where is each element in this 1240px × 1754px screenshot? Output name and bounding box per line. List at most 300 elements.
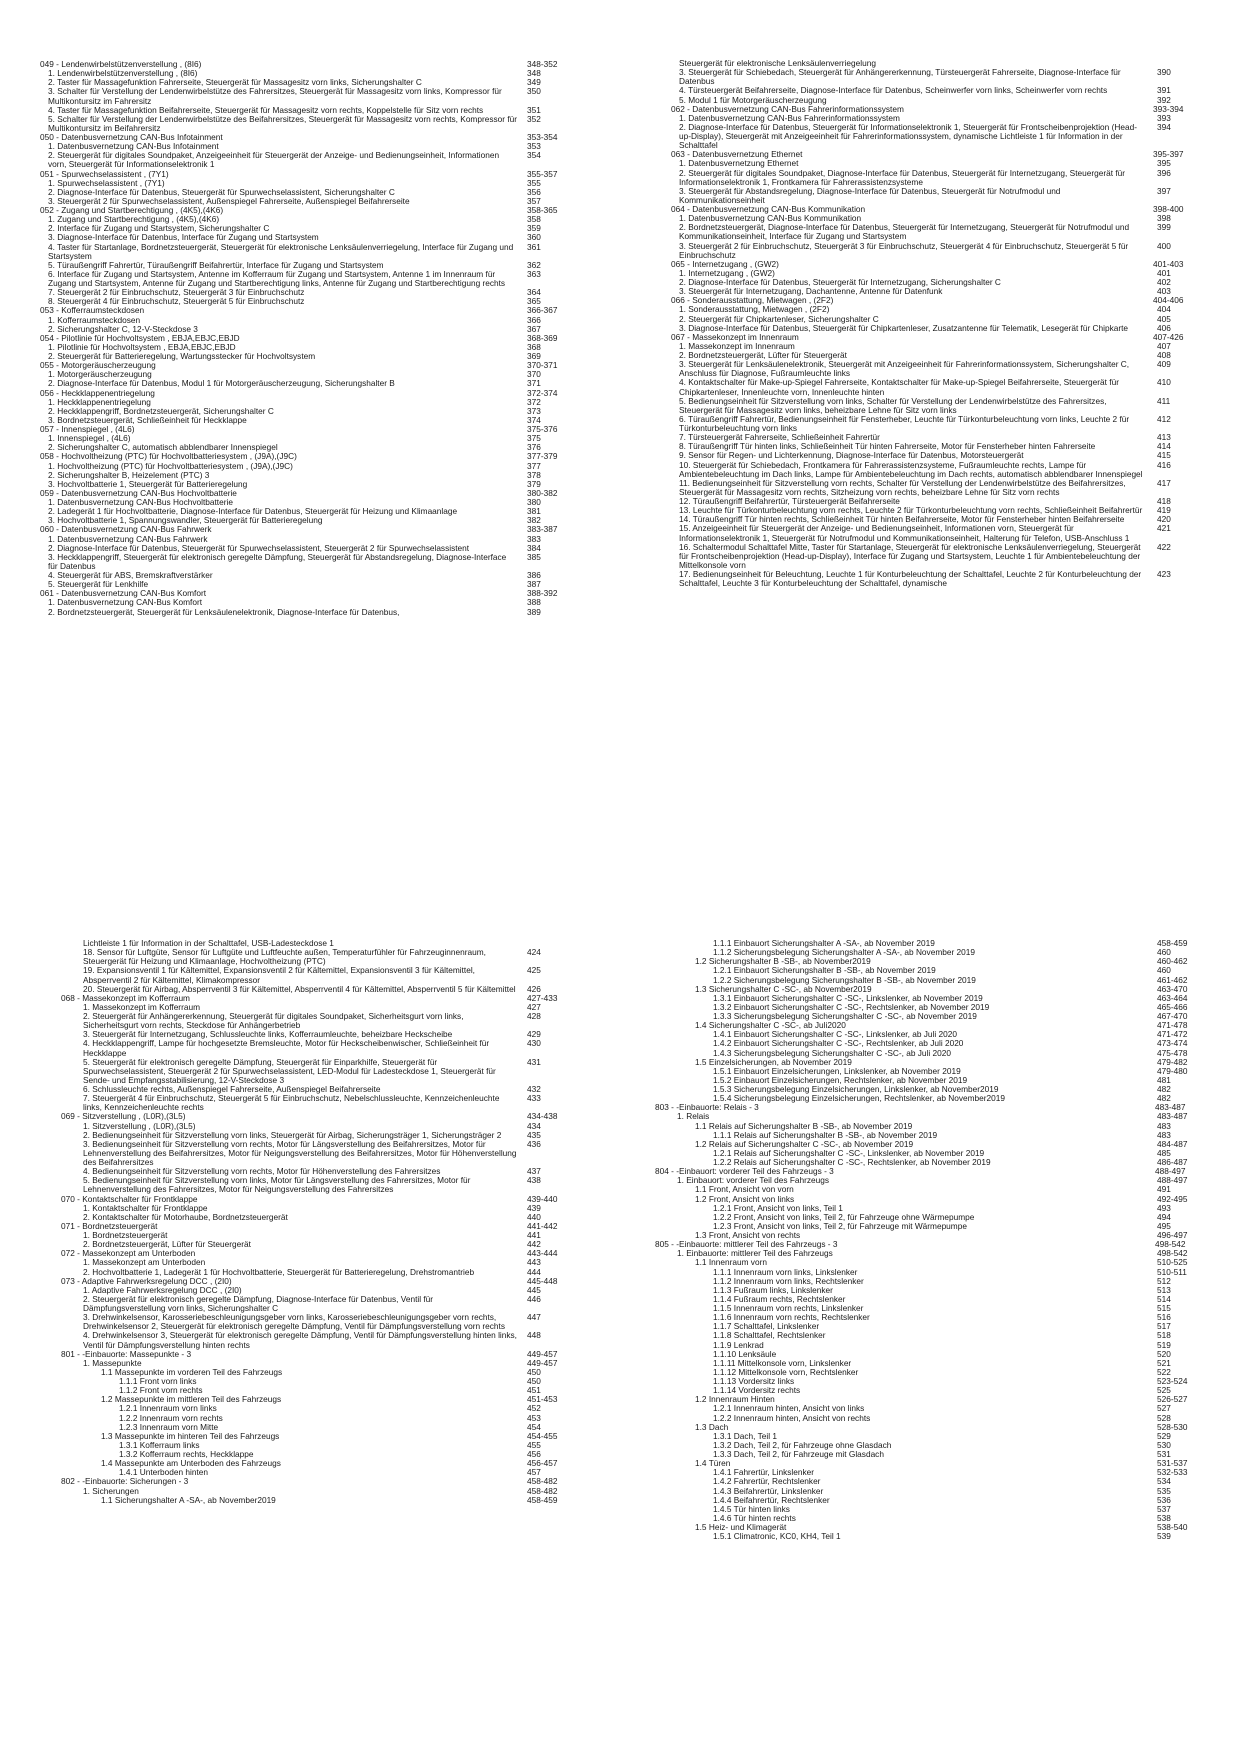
toc-entry-title: 4. Steuergerät für ABS, Bremskraftverstärker bbox=[48, 570, 213, 580]
toc-entry-pages: 531 bbox=[1157, 1449, 1171, 1459]
toc-entry-title: 1.2.2 Front, Ansicht von links, Teil 2, für Fahrzeuge ohne Wärmepumpe bbox=[713, 1211, 975, 1222]
toc-entry-title: 1. Datenbusvernetzung CAN-Bus Komfort bbox=[48, 597, 203, 608]
toc-entry-pages: 461-462 bbox=[1157, 974, 1188, 985]
toc-entry-title: 1. Innenspiegel , (4L6) bbox=[48, 433, 131, 444]
toc-entry-pages: 531-537 bbox=[1157, 1458, 1188, 1469]
toc-entry-pages: 527 bbox=[1157, 1403, 1171, 1414]
toc-entry-pages: 427-433 bbox=[527, 992, 558, 1003]
toc-entry-title: 4. Taster für Massagefunktion Beifahrerseite, Steuergerät für Massagesitz vorn rechts, Koppelstelle für Sitz vorn rechts bbox=[48, 104, 484, 115]
toc-entry bbox=[61, 1313, 577, 1331]
toc-entry-pages: 430 bbox=[527, 1038, 541, 1049]
toc-entry-pages: 355-357 bbox=[527, 168, 558, 179]
toc-entry-pages: 374 bbox=[527, 414, 541, 425]
toc-entry-pages: 372 bbox=[527, 396, 541, 407]
toc-entry-pages: 426 bbox=[527, 983, 541, 994]
toc-entry-pages: 411 bbox=[1157, 395, 1171, 406]
toc-entry-pages: 528 bbox=[1157, 1412, 1171, 1423]
toc-entry-pages: 446 bbox=[527, 1293, 541, 1304]
toc-entry-title: 2. Kontaktschalter für Motorhaube, Bordnetzsteuergerät bbox=[83, 1211, 288, 1222]
toc-entry-pages: 367 bbox=[527, 323, 541, 334]
toc-entry-pages: 351 bbox=[527, 104, 541, 115]
toc-entry-pages: 382 bbox=[527, 515, 541, 526]
toc-entry-title: 1.1 Massepunkte im vorderen Teil des Fahrzeugs bbox=[101, 1366, 283, 1377]
toc-column-bottom-left bbox=[61, 939, 577, 1505]
toc-entry-title: 1. Massekonzept am Unterboden bbox=[83, 1257, 206, 1268]
toc-entry-pages: 475-478 bbox=[1157, 1047, 1188, 1058]
toc-entry-pages: 349 bbox=[527, 77, 541, 88]
toc-entry-title: 1.1.2 Sicherungsbelegung Sicherungshalter A -SA-, ab November 2019 bbox=[713, 947, 975, 958]
toc-entry-title: 1.3.3 Dach, Teil 2, für Fahrzeuge mit Glasdach bbox=[713, 1449, 884, 1459]
toc-entry bbox=[40, 243, 577, 261]
toc-entry-title: 1.4.3 Beifahrertür, Linkslenker bbox=[713, 1485, 824, 1496]
toc-entry-pages: 431 bbox=[527, 1056, 541, 1067]
toc-entry-pages: 433 bbox=[527, 1093, 541, 1104]
toc-entry-title: 6. Türaußengriff Fahrertür, Bedienungseinheit für Fensterheber, Leuchte für Türkonturbeleuchtung vorn links, Leuchte 2 für Türkonturbeleuchtung vorn links bbox=[679, 413, 1130, 433]
toc-entry bbox=[671, 570, 1207, 588]
toc-entry-title: 3. Steuergerät 2 für Spurwechselassistent, Außenspiegel Fahrerseite, Außenspiegel Beifahrerseite bbox=[48, 195, 410, 206]
toc-entry-title: 1. Datenbusvernetzung CAN-Bus Infotainment bbox=[48, 141, 219, 152]
toc-entry-pages: 353 bbox=[527, 141, 541, 152]
toc-entry-title: 2. Taster für Massagefunktion Fahrerseite, Steuergerät für Massagesitz vorn links, Sicherungshalter C bbox=[48, 77, 422, 88]
toc-entry-title: 073 - Adaptive Fahrwerksregelung DCC , (2I0) bbox=[61, 1275, 232, 1286]
toc-entry-pages: 455 bbox=[527, 1439, 541, 1450]
toc-entry-pages: 460 bbox=[1157, 965, 1171, 976]
toc-entry-title: 1. Sicherungen bbox=[83, 1485, 139, 1496]
toc-entry-title: 1.1 Innenraum vorn bbox=[695, 1257, 767, 1268]
toc-entry-pages: 458-459 bbox=[527, 1494, 558, 1505]
toc-entry-pages: 528-530 bbox=[1157, 1421, 1188, 1432]
toc-entry-title: 1.2.2 Relais auf Sicherungshalter C -SC-, Rechtslenker, ab November 2019 bbox=[713, 1157, 991, 1167]
toc-entry-title: 058 - Hochvoltheizung (PTC) für Hochvoltbatteriesystem , (J9A),(J9C) bbox=[40, 451, 297, 462]
toc-entry-pages: 388 bbox=[527, 597, 541, 608]
toc-column-bottom-right bbox=[655, 939, 1207, 1541]
toc-entry-pages: 357 bbox=[527, 195, 541, 206]
toc-entry-pages: 486-487 bbox=[1157, 1157, 1188, 1167]
toc-entry-title: 1. Hochvoltheizung (PTC) für Hochvoltbatteriesystem , (J9A),(J9C) bbox=[48, 460, 293, 471]
toc-entry-title: 1. Heckklappenentriegelung bbox=[48, 396, 151, 407]
toc-entry-pages: 458-459 bbox=[1157, 938, 1188, 948]
toc-entry-pages: 379 bbox=[527, 478, 541, 489]
toc-entry-pages: 395 bbox=[1157, 158, 1171, 169]
toc-entry-pages: 538-540 bbox=[1157, 1522, 1188, 1532]
toc-entry-pages: 352 bbox=[527, 113, 541, 124]
toc-entry-title: 2. Diagnose-Interface für Datenbus, Modul 1 für Motorgeräuscherzeugung, Sicherungshalter B bbox=[48, 378, 395, 389]
toc-entry-title: 072 - Massekonzept am Unterboden bbox=[61, 1248, 196, 1259]
toc-entry-pages: 372-374 bbox=[527, 387, 558, 398]
toc-entry-title: 2. Steuergerät für elektronisch geregelte Dämpfung, Diagnose-Interface für Datenbus, Ventil für Dämpfungsverstellung vorn links, Sicherungshalter C bbox=[83, 1293, 434, 1313]
toc-entry-pages: 415 bbox=[1157, 450, 1171, 461]
toc-entry-title: 1.1 Front, Ansicht von vorn bbox=[695, 1184, 794, 1195]
toc-entry-pages: 451 bbox=[527, 1385, 541, 1396]
toc-entry-pages: 538 bbox=[1157, 1512, 1171, 1523]
toc-entry-title: 070 - Kontaktschalter für Frontklappe bbox=[61, 1193, 198, 1204]
toc-entry-title: 1. Einbauorte: mittlerer Teil des Fahrzeugs bbox=[677, 1248, 833, 1259]
toc-entry-title: 052 - Zugang und Startberechtigung , (4K5),(4K6) bbox=[40, 205, 224, 215]
toc-entry-pages: 399 bbox=[1157, 222, 1171, 233]
toc-entry-pages: 434-438 bbox=[527, 1111, 558, 1122]
toc-entry-pages: 376 bbox=[527, 442, 541, 453]
toc-entry-pages: 422 bbox=[1157, 541, 1171, 552]
toc-column-top-left bbox=[40, 60, 577, 617]
toc-entry-pages: 485 bbox=[1157, 1147, 1171, 1158]
toc-entry-title: 1.2.1 Front, Ansicht von links, Teil 1 bbox=[713, 1202, 843, 1213]
toc-entry-title: 2. Hochvoltbatterie 1, Ladegerät 1 für Hochvoltbatterie, Steuergerät für Batterieregelung, Drehstromantrieb bbox=[83, 1266, 475, 1277]
toc-entry-title: 7. Türsteuergerät Fahrerseite, Schließeinheit Fahrertür bbox=[679, 432, 880, 443]
toc-entry-pages: 460 bbox=[1157, 947, 1171, 958]
toc-entry-pages: 353-354 bbox=[527, 132, 558, 142]
toc-entry bbox=[61, 1039, 577, 1057]
toc-entry-pages: 529 bbox=[1157, 1430, 1171, 1441]
toc-entry-title: 2. Sicherungshalter C, 12-V-Steckdose 3 bbox=[48, 323, 198, 334]
toc-entry-pages: 402 bbox=[1157, 277, 1171, 287]
toc-entry-pages: 435 bbox=[527, 1129, 541, 1140]
toc-entry-title: 2. Steuergerät für Batterieregelung, Wartungsstecker für Hochvoltsystem bbox=[48, 351, 316, 361]
toc-entry-title: 4. Bedienungseinheit für Sitzverstellung vorn rechts, Motor für Höhenverstellung des Fahrersitzes bbox=[83, 1166, 441, 1177]
toc-entry-title: 1.1.8 Schalttafel, Rechtslenker bbox=[713, 1330, 826, 1341]
toc-entry bbox=[61, 948, 577, 966]
toc-entry bbox=[671, 68, 1207, 86]
toc-entry-pages: 418 bbox=[1157, 496, 1171, 506]
toc-entry-title: 1. Datenbusvernetzung Ethernet bbox=[679, 158, 799, 169]
toc-entry bbox=[671, 123, 1207, 150]
toc-entry-pages: 401-403 bbox=[1153, 258, 1184, 269]
toc-entry-title: 1.3 Sicherungshalter C -SC-, ab November2019 bbox=[695, 983, 872, 994]
toc-entry-pages: 483 bbox=[1157, 1120, 1171, 1131]
toc-entry-pages: 359 bbox=[527, 223, 541, 234]
toc-entry-pages: 510-525 bbox=[1157, 1257, 1188, 1268]
toc-entry-title: 3. Steuergerät für Lenksäulenelektronik, Steuergerät mit Anzeigeeinheit für Fahrerinformationssystem, Sicherungshalter C, Anschluss für Diagnose, Fußraumleuchte links bbox=[679, 359, 1130, 379]
toc-entry-title: 1.2 Sicherungshalter B -SB-, ab November2019 bbox=[695, 956, 871, 967]
toc-entry bbox=[61, 1295, 577, 1313]
toc-entry-title: 4. Kontaktschalter für Make-up-Spiegel Fahrerseite, Kontaktschalter für Make-up-Spiegel Beifahrerseite, Steuergerät für Chipkartenleser, Innenleuchte vorn, Innenleuchte hinten bbox=[679, 377, 1119, 397]
toc-entry-pages: 421 bbox=[1157, 523, 1171, 534]
toc-entry-title: Lichtleiste 1 für Information in der Schalttafel, USB-Ladesteckdose 1 bbox=[83, 938, 334, 948]
toc-entry-title: 5. Türaußengriff Fahrertür, Türaußengriff Beifahrertür, Interface für Zugang und Startsystem bbox=[48, 259, 384, 270]
toc-entry-pages: 364 bbox=[527, 287, 541, 298]
toc-entry-title: 1.2.3 Front, Ansicht von links, Teil 2, für Fahrzeuge mit Wärmepumpe bbox=[713, 1220, 967, 1231]
toc-entry-title: 1.5 Heiz- und Klimagerät bbox=[695, 1522, 787, 1532]
toc-entry-pages: 530 bbox=[1157, 1439, 1171, 1450]
toc-entry-pages: 519 bbox=[1157, 1339, 1171, 1350]
toc-entry bbox=[671, 524, 1207, 542]
toc-entry-pages: 521 bbox=[1157, 1357, 1171, 1368]
toc-entry bbox=[671, 187, 1207, 205]
toc-entry-title: 1. Massepunkte bbox=[83, 1357, 142, 1368]
toc-entry-title: 7. Steuergerät 4 für Einbruchschutz, Steuergerät 5 für Einbruchschutz, Nebelschlussleuchte, Kennzeichenleuchte links, Kennzeichenleuchte rechts bbox=[83, 1093, 500, 1113]
toc-entry-pages: 373 bbox=[527, 405, 541, 416]
toc-entry-title: 1.1.11 Mittelkonsole vorn, Linkslenker bbox=[713, 1357, 852, 1368]
toc-entry-pages: 471-478 bbox=[1157, 1020, 1188, 1031]
toc-entry-pages: 413 bbox=[1157, 432, 1171, 443]
toc-entry-title: 1.1.2 Innenraum vorn links, Rechtslenker bbox=[713, 1275, 864, 1286]
toc-entry bbox=[671, 397, 1207, 415]
toc-entry-pages: 401 bbox=[1157, 267, 1171, 278]
toc-entry-title: 1.1.12 Mittelkonsole vorn, Rechtslenker bbox=[713, 1366, 859, 1377]
toc-entry bbox=[655, 1414, 1207, 1423]
toc-entry-pages: 525 bbox=[1157, 1385, 1171, 1396]
toc-entry-title: 2. Sicherungshalter B, Heizelement (PTC) 3 bbox=[48, 469, 210, 480]
toc-entry-title: 1.4.3 Sicherungsbelegung Sicherungshalter C -SC-, ab Juli 2020 bbox=[713, 1047, 951, 1058]
toc-entry-pages: 416 bbox=[1157, 459, 1171, 470]
toc-entry-title: 1.1.5 Innenraum vorn rechts, Linkslenker bbox=[713, 1303, 864, 1313]
toc-entry-pages: 427 bbox=[527, 1001, 541, 1012]
toc-entry-title: 1.3 Front, Ansicht von rechts bbox=[695, 1230, 801, 1240]
toc-entry-pages: 395-397 bbox=[1153, 149, 1184, 160]
toc-entry-pages: 350 bbox=[527, 86, 541, 97]
toc-entry-pages: 457 bbox=[527, 1467, 541, 1478]
toc-entry-pages: 354 bbox=[527, 150, 541, 161]
toc-entry-pages: 482 bbox=[1157, 1084, 1171, 1094]
toc-entry-title: 1.2.1 Relais auf Sicherungshalter C -SC-, Linkslenker, ab November 2019 bbox=[713, 1147, 985, 1158]
toc-entry-pages: 458-482 bbox=[527, 1476, 558, 1487]
toc-entry bbox=[40, 87, 577, 105]
toc-entry-pages: 494 bbox=[1157, 1211, 1171, 1222]
toc-entry-title: 15. Anzeigeeinheit für Steuergerät der Anzeige- und Bedienungseinheit, Informationen vorn, Steuergerät für Informationselektronik 1, Steuergerät für Notrufmodul und Kommunikationseinheit, Halterung für Telefon, USB-Anschluss 1 bbox=[679, 523, 1130, 543]
toc-entry bbox=[671, 378, 1207, 396]
toc-entry-title: 5. Bedienungseinheit für Sitzverstellung vorn links, Schalter für Verstellung der Lendenwirbelstütze des Fahrersitzes, Steuergerät für Massagesitz vorn links, beheizbare Lehne für Sitz vorn links bbox=[679, 395, 1107, 415]
toc-entry-pages: 361 bbox=[527, 241, 541, 252]
toc-entry-pages: 355 bbox=[527, 177, 541, 188]
toc-entry-pages: 378 bbox=[527, 469, 541, 480]
toc-entry-pages: 495 bbox=[1157, 1220, 1171, 1231]
toc-entry-title: 057 - Innenspiegel , (4L6) bbox=[40, 424, 135, 434]
toc-entry-title: 3. Steuergerät für Abstandsregelung, Diagnose-Interface für Datenbus, Steuergerät für Notrufmodul und Kommunikationseinheit bbox=[679, 185, 1061, 205]
toc-entry-pages: 388-392 bbox=[527, 588, 558, 599]
toc-entry-title: 2. Heckklappengriff, Bordnetzsteuergerät, Sicherungshalter C bbox=[48, 405, 274, 416]
toc-entry-title: 1.3.2 Dach, Teil 2, für Fahrzeuge ohne Glasdach bbox=[713, 1439, 892, 1450]
toc-entry-title: 1.4.6 Tür hinten rechts bbox=[713, 1512, 796, 1523]
toc-entry-title: 1. Internetzugang , (GW2) bbox=[679, 267, 775, 278]
toc-entry-pages: 387 bbox=[527, 579, 541, 590]
toc-entry-title: 3. Hochvoltbatterie 1, Spannungswandler, Steuergerät für Batterieregelung bbox=[48, 515, 323, 526]
toc-entry-title: 063 - Datenbusvernetzung Ethernet bbox=[671, 149, 803, 160]
toc-entry-title: 5. Steuergerät für Lenkhilfe bbox=[48, 579, 149, 590]
toc-entry-title: 3. Steuergerät 2 für Einbruchschutz, Steuergerät 3 für Einbruchschutz, Steuergerät 4 für Einbruchschutz, Steuergerät 5 für Einbruchschutz bbox=[679, 240, 1129, 260]
toc-entry-pages: 424 bbox=[527, 947, 541, 958]
toc-entry-pages: 358 bbox=[527, 214, 541, 225]
toc-entry bbox=[671, 169, 1207, 187]
toc-entry-pages: 381 bbox=[527, 506, 541, 517]
toc-entry-pages: 450 bbox=[527, 1366, 541, 1377]
toc-entry-title: 3. Hochvoltbatterie 1, Steuergerät für Batterieregelung bbox=[48, 478, 248, 489]
toc-entry-pages: 383 bbox=[527, 533, 541, 544]
toc-entry-pages: 488-497 bbox=[1157, 1175, 1188, 1186]
toc-entry-pages: 365 bbox=[527, 296, 541, 307]
page-bottom bbox=[0, 877, 1240, 1754]
toc-entry-pages: 522 bbox=[1157, 1366, 1171, 1377]
toc-entry-title: 1.5.1 Einbauort Einzelsicherungen, Linkslenker, ab November 2019 bbox=[713, 1065, 961, 1076]
toc-entry-title: 2. Diagnose-Interface für Datenbus, Steuergerät für Spurwechselassistent, Sicherungshalter C bbox=[48, 186, 395, 197]
toc-entry-pages: 363 bbox=[527, 268, 541, 279]
toc-entry-pages: 483 bbox=[1157, 1129, 1171, 1140]
toc-entry-title: 1. Bordnetzsteuergerät bbox=[83, 1230, 168, 1240]
toc-entry-pages: 407-426 bbox=[1153, 331, 1184, 342]
toc-entry-title: 1. Sitzverstellung , (L0R),(3L5) bbox=[83, 1120, 196, 1131]
toc-entry bbox=[40, 270, 577, 288]
toc-entry-pages: 454-455 bbox=[527, 1430, 558, 1441]
toc-entry-pages: 429 bbox=[527, 1029, 541, 1040]
toc-entry-title: 2. Diagnose-Interface für Datenbus, Steuergerät für Informationselektronik 1, Steuergerät für Frontscheibenprojektion (Head-up-Display), Steuergerät mit Anzeigeeinheit für Fahrerinformationssystem, dynamische Lichtleiste 1 für Information in der Schalttafel bbox=[679, 121, 1137, 151]
toc-entry-title: 1.5 Einzelsicherungen, ab November 2019 bbox=[695, 1056, 852, 1067]
toc-entry-title: 5. Modul 1 für Motorgeräuscherzeugung bbox=[679, 94, 827, 105]
toc-entry-title: 049 - Lendenwirbelstützenverstellung , (8I6) bbox=[40, 59, 202, 69]
toc-entry-pages: 441 bbox=[527, 1230, 541, 1240]
toc-entry-title: 2. Steuergerät für Anhängererkennung, Steuergerät für digitales Soundpaket, Sicherheitsgurt vorn links, Sicherheitsgurt vorn rechts, Steckdose für Anhängerbetrieb bbox=[83, 1011, 464, 1031]
toc-entry-pages: 407 bbox=[1157, 340, 1171, 351]
toc-entry-title: 5. Bedienungseinheit für Sitzverstellung vorn links, Motor für Längsverstellung des Fahrersitzes, Motor für Lehnenverstellung des Fahrersitzes, Motor für Neigungsverstellung des Fahrersitzes bbox=[83, 1175, 471, 1195]
toc-entry-title: 3. Steuergerät für Schiebedach, Steuergerät für Anhängererkennung, Türsteuergerät Fahrerseite, Diagnose-Interface für Datenbus bbox=[679, 67, 1121, 87]
toc-entry-title: 801 - -Einbauorte: Massepunkte - 3 bbox=[61, 1348, 192, 1359]
toc-entry-title: 802 - -Einbauorte: Sicherungen - 3 bbox=[61, 1476, 189, 1487]
toc-entry-title: Steuergerät für elektronische Lenksäulenverriegelung bbox=[679, 58, 876, 68]
toc-entry-pages: 450 bbox=[527, 1376, 541, 1386]
toc-entry-title: 2. Bordnetzsteuergerät, Diagnose-Interface für Datenbus, Steuergerät für Internetzugang, Steuergerät für Notrufmodul und Kommunikationseinheit, Interface für Zugang und Startsystem bbox=[679, 222, 1130, 242]
toc-entry-pages: 516 bbox=[1157, 1312, 1171, 1323]
toc-entry-title: 1. Pilotlinie für Hochvoltsystem , EBJA,EBJC,EBJD bbox=[48, 341, 236, 352]
toc-entry bbox=[655, 1103, 1207, 1112]
toc-entry bbox=[40, 608, 577, 617]
toc-entry bbox=[40, 553, 577, 571]
toc-entry-pages: 404-406 bbox=[1153, 295, 1184, 306]
toc-entry-title: 1.1.4 Fußraum rechts, Rechtslenker bbox=[713, 1293, 846, 1304]
toc-column-top-right bbox=[671, 59, 1207, 588]
toc-entry-pages: 451-453 bbox=[527, 1394, 558, 1405]
toc-entry bbox=[671, 360, 1207, 378]
toc-entry-title: 1.4.1 Fahrertür, Linkslenker bbox=[713, 1467, 814, 1478]
toc-entry-title: 062 - Datenbusvernetzung CAN-Bus Fahrerinformationssystem bbox=[671, 103, 904, 114]
toc-entry-title: 1. Relais bbox=[677, 1111, 710, 1122]
toc-entry-title: 8. Steuergerät 4 für Einbruchschutz, Steuergerät 5 für Einbruchschutz bbox=[48, 296, 305, 307]
toc-entry-pages: 432 bbox=[527, 1084, 541, 1094]
toc-entry bbox=[40, 151, 577, 169]
toc-entry-pages: 389 bbox=[527, 606, 541, 617]
toc-entry-title: 1.3.1 Einbauort Sicherungshalter C -SC-, Linkslenker, ab November 2019 bbox=[713, 992, 983, 1003]
toc-entry-pages: 442 bbox=[527, 1239, 541, 1250]
toc-entry-title: 1. Massekonzept im Kofferraum bbox=[83, 1001, 200, 1012]
toc-entry-pages: 377 bbox=[527, 460, 541, 471]
toc-entry-pages: 375 bbox=[527, 433, 541, 444]
toc-entry-pages: 510-511 bbox=[1157, 1266, 1187, 1277]
toc-entry-pages: 386 bbox=[527, 570, 541, 580]
toc-entry-pages: 479-480 bbox=[1157, 1065, 1188, 1076]
toc-entry-title: 9. Sensor für Regen- und Lichterkennung, Diagnose-Interface für Datenbus, Motorsteuergerät bbox=[679, 450, 1024, 461]
toc-entry-pages: 454 bbox=[527, 1421, 541, 1432]
toc-entry-title: 1. Massekonzept im Innenraum bbox=[679, 340, 795, 351]
toc-entry-pages: 393 bbox=[1157, 112, 1171, 123]
toc-entry-title: 2. Steuergerät für digitales Soundpaket, Anzeigeeinheit für Steuergerät der Anzeige- und Bedienungseinheit, Informationen vorn, Steuergerät für Informationselektronik 1 bbox=[48, 150, 500, 170]
toc-entry-title: 1.1.9 Lenkrad bbox=[713, 1339, 764, 1350]
toc-entry-title: 2. Steuergerät für Chipkartenleser, Sicherungshalter C bbox=[679, 313, 879, 324]
toc-entry-pages: 441-442 bbox=[527, 1220, 558, 1231]
toc-entry-pages: 414 bbox=[1157, 441, 1171, 452]
toc-entry-title: 1.4.5 Tür hinten links bbox=[713, 1503, 790, 1514]
toc-entry-title: 1. Datenbusvernetzung CAN-Bus Fahrerinformationssystem bbox=[679, 112, 900, 123]
toc-entry-title: 2. Bordnetzsteuergerät, Lüfter für Steuergerät bbox=[679, 350, 847, 360]
toc-entry-pages: 420 bbox=[1157, 514, 1171, 525]
toc-entry-title: 1.2.2 Sicherungsbelegung Sicherungshalter B -SB-, ab November 2019 bbox=[713, 974, 976, 985]
toc-entry-pages: 390 bbox=[1157, 67, 1171, 78]
toc-entry-pages: 348-352 bbox=[527, 59, 558, 69]
toc-entry bbox=[671, 242, 1207, 260]
toc-entry-pages: 484-487 bbox=[1157, 1138, 1188, 1149]
toc-entry-title: 061 - Datenbusvernetzung CAN-Bus Komfort bbox=[40, 588, 207, 599]
toc-entry-pages: 410 bbox=[1157, 377, 1171, 388]
toc-entry-title: 1.1.1 Innenraum vorn links, Linkslenker bbox=[713, 1266, 858, 1277]
toc-entry-pages: 515 bbox=[1157, 1303, 1171, 1313]
toc-entry-title: 2. Steuergerät für digitales Soundpaket, Diagnose-Interface für Datenbus, Steuergerät für Internetzugang, Steuergerät für Informationselektronik 1, Frontkamera für Fahrerassistenzsysteme bbox=[679, 167, 1125, 187]
toc-entry-title: 1.4 Massepunkte am Unterboden des Fahrzeugs bbox=[101, 1458, 281, 1469]
toc-entry-title: 1.1.2 Front vorn rechts bbox=[119, 1385, 203, 1396]
toc-entry-title: 5. Steuergerät für elektronisch geregelte Dämpfung, Steuergerät für Einparkhilfe, Steuergerät für Spurwechselassistent, Steuergerät 2 für Spurwechselassistent, LED-Modul für Ladesteckdose 1, Steuergerät für Sende- und Empfangsstabilisierung, 12-V-Steckdose 3 bbox=[83, 1056, 496, 1085]
toc-entry-pages: 360 bbox=[527, 232, 541, 243]
toc-entry-pages: 512 bbox=[1157, 1275, 1171, 1286]
toc-entry-title: 5. Schalter für Verstellung der Lendenwirbelstütze des Beifahrersitzes, Steuergerät für Massagesitz vorn rechts, Kompressor für Multikontursitz im Beifahrersitz bbox=[48, 113, 517, 133]
toc-entry-title: 2. Interface für Zugang und Startsystem, Sicherungshalter C bbox=[48, 223, 270, 234]
toc-entry-pages: 377-379 bbox=[527, 451, 558, 462]
toc-entry-pages: 481 bbox=[1157, 1074, 1171, 1085]
toc-entry-pages: 366 bbox=[527, 314, 541, 325]
toc-entry-pages: 498-542 bbox=[1157, 1248, 1188, 1259]
toc-entry-title: 6. Interface für Zugang und Startsystem, Antenne im Kofferraum für Zugang und Startsystem, Antenne 1 im Innenraum für Zugang und Startsystem, Antenne für Zugang und Startberechtigung links, Antenne für Zugang und Startberechtigung rechts bbox=[48, 268, 506, 288]
toc-entry-pages: 348 bbox=[527, 68, 541, 79]
toc-entry-title: 1.1.1 Relais auf Sicherungshalter B -SB-, ab November 2019 bbox=[713, 1129, 938, 1140]
toc-entry-pages: 532-533 bbox=[1157, 1467, 1188, 1478]
toc-entry-title: 2. Bedienungseinheit für Sitzverstellung vorn links, Steuergerät für Airbag, Sicherungsträger 1, Sicherungsträger 2 bbox=[83, 1129, 502, 1140]
toc-entry-title: 1.2 Front, Ansicht von links bbox=[695, 1193, 795, 1204]
toc-entry bbox=[61, 1176, 577, 1194]
toc-entry-title: 3. Bordnetzsteuergerät, Schließeinheit für Heckklappe bbox=[48, 414, 247, 425]
toc-entry-pages: 403 bbox=[1157, 286, 1171, 297]
toc-entry-title: 1.1.14 Vordersitz rechts bbox=[713, 1385, 801, 1396]
toc-entry-title: 1.2.1 Einbauort Sicherungshalter B -SB-, ab November 2019 bbox=[713, 965, 936, 976]
toc-entry-title: 067 - Massekonzept im Innenraum bbox=[671, 331, 799, 342]
toc-entry-title: 059 - Datenbusvernetzung CAN-Bus Hochvoltbatterie bbox=[40, 487, 237, 498]
toc-entry-title: 1. Datenbusvernetzung CAN-Bus Kommunikation bbox=[679, 213, 862, 224]
toc-entry-title: 1. Kontaktschalter für Frontklappe bbox=[83, 1202, 208, 1213]
toc-entry-pages: 463-464 bbox=[1157, 992, 1188, 1003]
toc-entry-title: 13. Leuchte für Türkonturbeleuchtung vorn rechts, Leuchte 2 für Türkonturbeleuchtung vorn rechts, Schließeinheit Beifahrertür bbox=[679, 505, 1143, 516]
toc-entry-title: 1.3.2 Einbauort Sicherungshalter C -SC-, Rechtslenker, ab November 2019 bbox=[713, 1001, 990, 1012]
toc-entry-title: 055 - Motorgeräuscherzeugung bbox=[40, 360, 156, 371]
toc-entry-title: 1.3.2 Kofferraum rechts, Heckklappe bbox=[119, 1449, 254, 1459]
toc-entry-title: 1.2 Innenraum Hinten bbox=[695, 1394, 775, 1405]
toc-entry-pages: 406 bbox=[1157, 322, 1171, 333]
toc-entry-pages: 440 bbox=[527, 1211, 541, 1222]
toc-entry-title: 1.5.4 Sicherungsbelegung Einzelsicherungen, Rechtslenker, ab November2019 bbox=[713, 1093, 1005, 1104]
toc-entry bbox=[61, 966, 577, 984]
toc-entry-pages: 479-482 bbox=[1157, 1056, 1188, 1067]
toc-entry-pages: 492-495 bbox=[1157, 1193, 1188, 1204]
toc-entry-title: 1.2.1 Innenraum vorn links bbox=[119, 1403, 217, 1414]
toc-entry-pages: 370 bbox=[527, 369, 541, 380]
toc-entry-title: 2. Ladegerät 1 für Hochvoltbatterie, Diagnose-Interface für Datenbus, Steuergerät für Heizung und Klimaanlage bbox=[48, 506, 458, 517]
toc-entry-pages: 417 bbox=[1157, 477, 1171, 488]
toc-entry-title: 3. Drehwinkelsensor, Karosseriebeschleunigungsgeber vorn links, Karosseriebeschleunigungsgeber vorn rechts, Drehwinkelsensor 2, Steuergerät für elektronisch geregelte Dämpfung, Ventil für Dämpfungsverstellung vorn rechts bbox=[83, 1312, 505, 1332]
toc-entry-title: 1. Spurwechselassistent , (7Y1) bbox=[48, 177, 165, 188]
toc-entry-pages: 439-440 bbox=[527, 1193, 558, 1204]
toc-entry-title: 1.4 Sicherungshalter C -SC-, ab Juli2020 bbox=[695, 1020, 846, 1031]
toc-entry-pages: 438 bbox=[527, 1175, 541, 1186]
toc-entry-title: 4. Drehwinkelsensor 3, Steuergerät für elektronisch geregelte Dämpfung, Ventil für Dämpfungsverstellung hinten links, Ventil für Dämpfungsverstellung hinten rechts bbox=[83, 1330, 517, 1350]
toc-entry-title: 12. Türaußengriff Beifahrertür, Türsteuergerät Beifahrerseite bbox=[679, 496, 900, 506]
toc-entry-pages: 448 bbox=[527, 1330, 541, 1341]
toc-entry-pages: 449-457 bbox=[527, 1357, 558, 1368]
toc-entry-pages: 394 bbox=[1157, 121, 1171, 132]
toc-entry-pages: 514 bbox=[1157, 1293, 1171, 1304]
toc-entry-title: 19. Expansionsventil 1 für Kältemittel, Expansionsventil 2 für Kältemittel, Expansionsventil 3 für Kältemittel, Absperrventil 2 für Kältemittel, Klimakompressor bbox=[83, 965, 475, 985]
toc-entry-title: 1.4.2 Einbauort Sicherungshalter C -SC-, Rechtslenker, ab Juli 2020 bbox=[713, 1038, 964, 1049]
toc-entry-title: 1.4.4 Beifahrertür, Rechtslenker bbox=[713, 1494, 830, 1505]
